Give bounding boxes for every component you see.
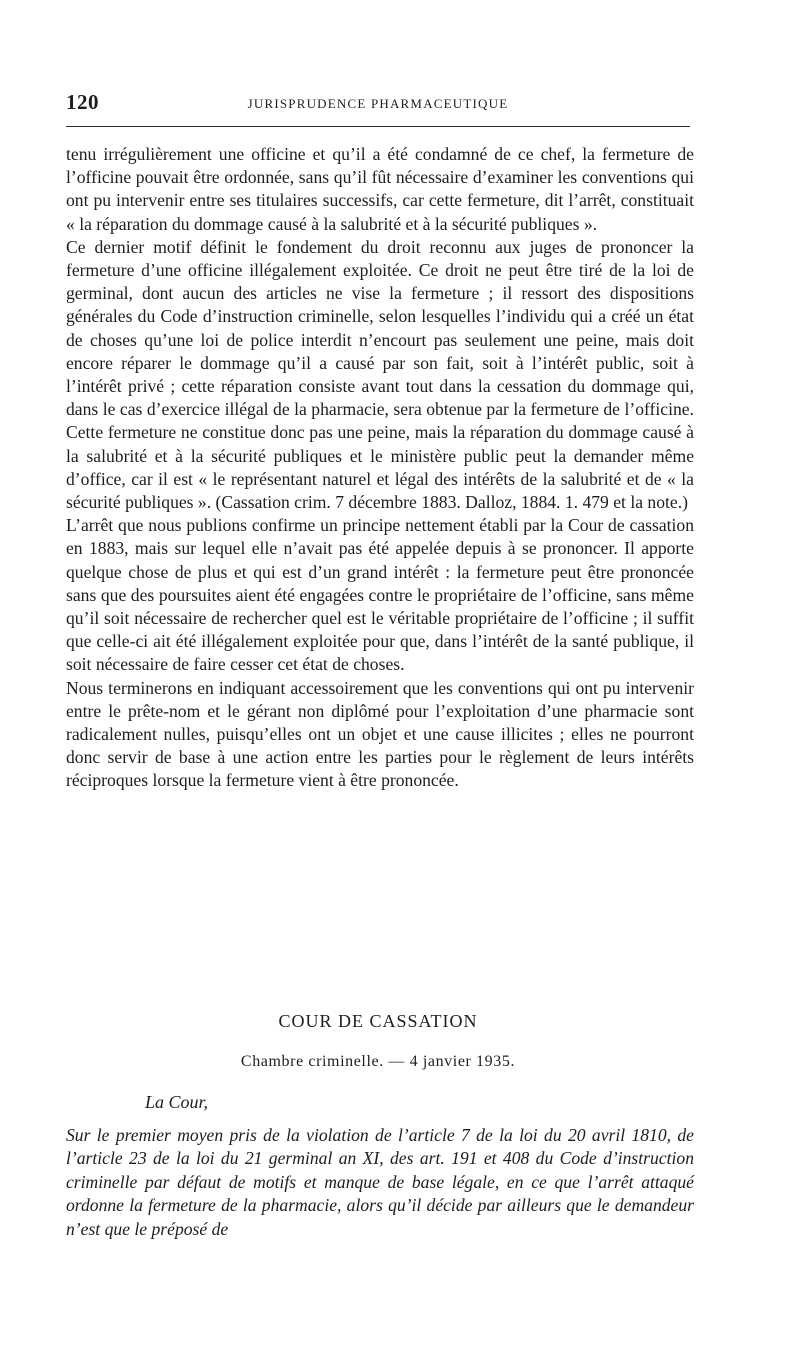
running-title: JURISPRUDENCE PHARMACEUTIQUE xyxy=(247,96,509,111)
paragraph-conclusion: Nous terminerons en indiquant accessoirement que les conventions qui ont pu intervenir entre le prête-nom et le gérant non diplômé pour l’exploitation d’une pharmacie sont radicalement nulles, puisqu’elles ont un objet et une cause illicites ; elles ne pourront donc servir de base à une action entre les parties pour le règlement de leurs intérêts réciproques lorsque la fermeture vient à être prononcée. xyxy=(66,677,694,791)
paragraph-continuation: tenu irrégulièrement une officine et qu’il a été condamné de ce chef, la fermeture de l’officine pouvait être ordonnée, sans qu’il fût nécessaire d’examiner les conventions qui ont pu intervenir entre ses titulaires successifs, car cette fermeture, dit l’arrêt, constituait « la réparation du dommage causé à la salubrité et à la sécurité publiques ». xyxy=(66,144,694,234)
header-rule xyxy=(66,126,690,127)
ruling-text: Sur le premier moyen pris de la violation de l’article 7 de la loi du 20 avril 1810, de l’article 23 de la loi du 21 germinal an XI, des art. 191 et 408 du Code d’instruction criminelle par défaut de motifs et manque de base légale, en ce que l’arrêt attaqué ordonne la fermeture de la pharmacie, alors qu’il décide par ailleurs que le demandeur n’est que le préposé de xyxy=(66,1125,694,1239)
section-title: COUR DE CASSATION xyxy=(278,1011,478,1031)
commentary-text xyxy=(66,143,694,793)
page-header xyxy=(66,90,690,120)
court-opening: La Cour, xyxy=(145,1092,209,1112)
chamber-date-line: Chambre criminelle. — 4 janvier 1935. xyxy=(240,1053,516,1070)
paragraph-ruling-commentary: L’arrêt que nous publions confirme un principe nettement établi par la Cour de cassation en 1883, mais sur lequel elle n’avait pas été appelée depuis à se prononcer. Il apporte quelque chose de plus et qui est d’un grand intérêt : la fermeture peut être prononcée sans que des poursuites aient été engagées contre le propriétaire de l’officine, sans même qu’il soit nécessaire de rechercher quel est le véritable propriétaire de l’officine ; il suffit que celle-ci ait été illégalement exploitée pour que, dans l’intérêt de la santé publique, il soit nécessaire de faire cesser cet état de choses. xyxy=(66,515,694,675)
page-number: 120 xyxy=(66,90,99,114)
paragraph-legal-basis: Ce dernier motif définit le fondement du droit reconnu aux juges de prononcer la fermeture d’une officine illégalement exploitée. Ce droit ne peut être tiré de la loi de germinal, dont aucun des articles ne vise la fermeture ; il ressort des dispositions générales du Code d’instruction criminelle, selon lesquelles l’individu qui a créé un état de choses qu’une loi de police interdit n’encourt pas seulement une peine, mais doit encore réparer le dommage qu’il a causé par son fait, soit à l’intérêt public, soit à l’intérêt privé ; cette réparation consiste avant tout dans la cessation du dommage qui, dans le cas d’exercice illégal de la pharmacie, sera obtenue par la fermeture de l’officine. Cette fermeture ne constitue donc pas une peine, mais la réparation du dommage causé à la salubrité et à la sécurité publiques et le ministère public peut la demander même d’office, car il est « le représentant naturel et légal des intérêts de la salubrité et de « la sécurité publiques ». (Cassation crim. 7 décembre 1883. Dalloz, 1884. 1. 479 et la note.) xyxy=(66,236,694,513)
